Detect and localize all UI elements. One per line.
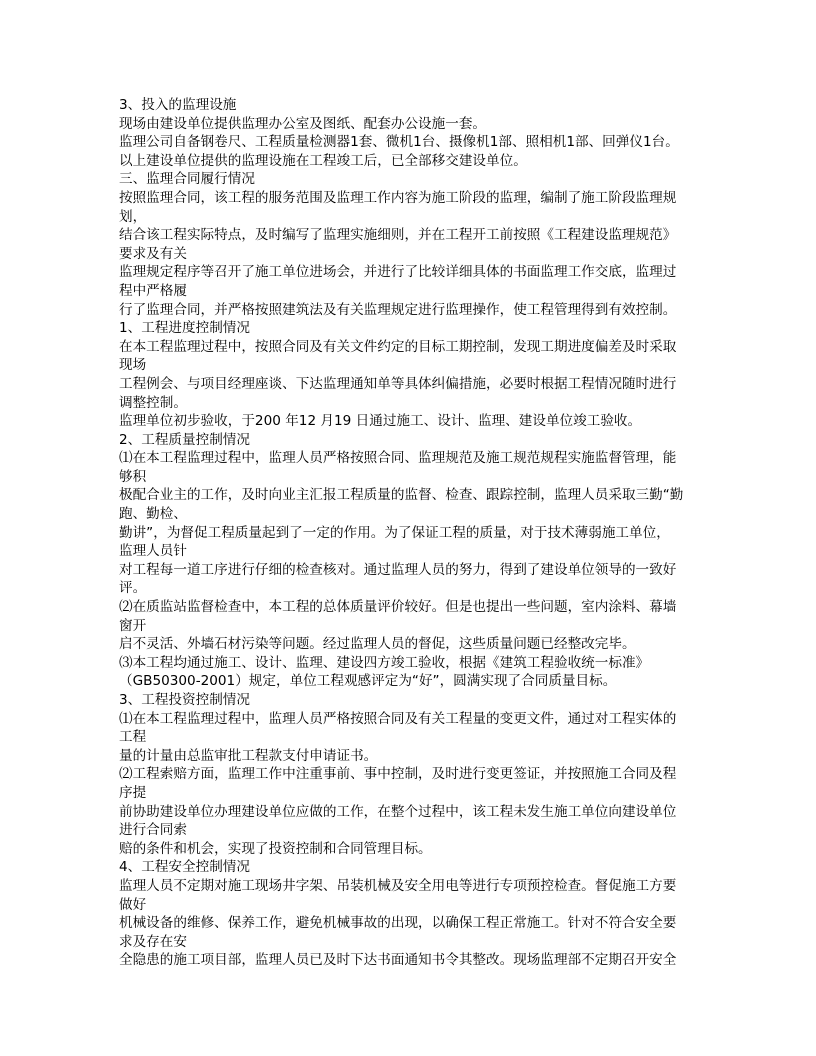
text-line: 在本工程监理过程中，按照合同及有关文件约定的目标工期控制，发现工期进度偏差及时采取 (119, 338, 677, 355)
text-line: 程中严格履 (119, 282, 187, 299)
text-line: 要求及有关 (119, 245, 187, 262)
text-line: 勤讲”，为督促工程质量起到了一定的作用。为了保证工程的质量，对于技术薄弱施工单位， (119, 524, 670, 541)
text-line: 监理人员不定期对施工现场井字架、吊装机械及安全用电等进行专项预控检查。督促施工方要 (119, 877, 677, 894)
text-line: 2、工程质量控制情况 (119, 431, 250, 448)
text-line: 工程例会、与项目经理座谈、下达监理通知单等具体纠偏措施，必要时根据工程情况随时进行 (119, 375, 677, 392)
text-line: 量的计量由总监审批工程款支付申请证书。 (119, 747, 378, 764)
text-line: （GB50300-2001）规定，单位工程观感评定为“好”，圆满实现了合同质量目标。 (119, 673, 617, 690)
text-line: ⑵工程索赔方面，监理工作中注重事前、事中控制，及时进行变更签证，并按照施工合同及程 (119, 766, 677, 783)
text-line: 3、投入的监理设施 (119, 97, 237, 113)
text-line: 求及存在安 (119, 933, 187, 950)
text-line: 跑、勤检、 (119, 506, 187, 523)
text-line: 1、工程进度控制情况 (119, 320, 250, 337)
text-line: 做好 (119, 896, 147, 913)
text-line: ⑴在本工程监理过程中，监理人员严格按照合同、监理规范及施工规范规程实施监督管理，能 (119, 450, 677, 467)
text-line: 够积 (119, 468, 147, 485)
text-line: 前协助建设单位办理建设单位应做的工作，在整个过程中，该工程未发生施工单位向建设单位 (119, 803, 677, 820)
text-line: 4、工程安全控制情况 (119, 859, 250, 876)
text-line: 按照监理合同，该工程的服务范围及监理工作内容为施工阶段的监理，编制了施工阶段监理规 (119, 189, 677, 206)
text-line: 现场 (119, 357, 147, 374)
text-line: 调整控制。 (119, 394, 187, 411)
text-line: 序提 (119, 784, 147, 801)
text-line: ⑴在本工程监理过程中，监理人员严格按照合同及有关工程量的变更文件，通过对工程实体的 (119, 710, 677, 727)
text-line: 赔的条件和机会，实现了投资控制和合同管理目标。 (119, 840, 432, 857)
text-line: 启不灵活、外墙石材污染等问题。经过监理人员的督促，这些质量问题已经整改完毕。 (119, 636, 636, 653)
text-line: 对工程每一道工序进行仔细的检查核对。通过监理人员的努力，得到了建设单位领导的一致好 (119, 561, 677, 578)
document-body (119, 96, 699, 970)
text-line: 行了监理合同，并严格按照建筑法及有关监理规定进行监理操作，使工程管理得到有效控制。 (119, 301, 677, 318)
text-line: 评。 (119, 580, 147, 597)
text-line: ⑵在质监站监督检查中，本工程的总体质量评价较好。但是也提出一些问题，室内涂料、幕墙 (119, 599, 677, 616)
text-line: 监理人员针 (119, 543, 187, 560)
text-line: 机械设备的维修、保养工作，避免机械事故的出现，以确保工程正常施工。针对不符合安全要 (119, 915, 677, 932)
text-line: 以上建设单位提供的监理设施在工程竣工后，已全部移交建设单位。 (119, 152, 527, 169)
text-line: 三、监理合同履行情况 (119, 171, 255, 188)
text-line: 极配合业主的工作，及时向业主汇报工程质量的监督、检查、跟踪控制，监理人员采取三勤“勤 (119, 487, 684, 504)
text-line: ⑶本工程均通过施工、设计、监理、建设四方竣工验收，根据《建筑工程验收统一标准》 (119, 654, 650, 671)
text-line: 监理规定程序等召开了施工单位进场会，并进行了比较详细具体的书面监理工作交底，监理过 (119, 264, 677, 281)
text-line: 结合该工程实际特点，及时编写了监理实施细则，并在工程开工前按照《工程建设监理规范》 (119, 227, 677, 244)
text-line: 监理单位初步验收，于200 年12 月19 日通过施工、设计、监理、建设单位竣工验收。 (119, 413, 642, 430)
text-line: 窗开 (119, 617, 147, 634)
text-line: 划， (119, 208, 147, 225)
text-line: 监理公司自备钢卷尺、工程质量检测器1套、微机1台、摄像机1部、照相机1部、回弹仪1台。 (119, 134, 679, 151)
text-line: 全隐患的施工项目部，监理人员已及时下达书面通知书令其整改。现场监理部不定期召开安全 (119, 952, 677, 969)
text-line: 进行合同索 (119, 822, 187, 839)
text-line: 工程 (119, 729, 147, 746)
text-line: 现场由建设单位提供监理办公室及图纸、配套办公设施一套。 (119, 115, 487, 132)
text-line: 3、工程投资控制情况 (119, 692, 250, 708)
